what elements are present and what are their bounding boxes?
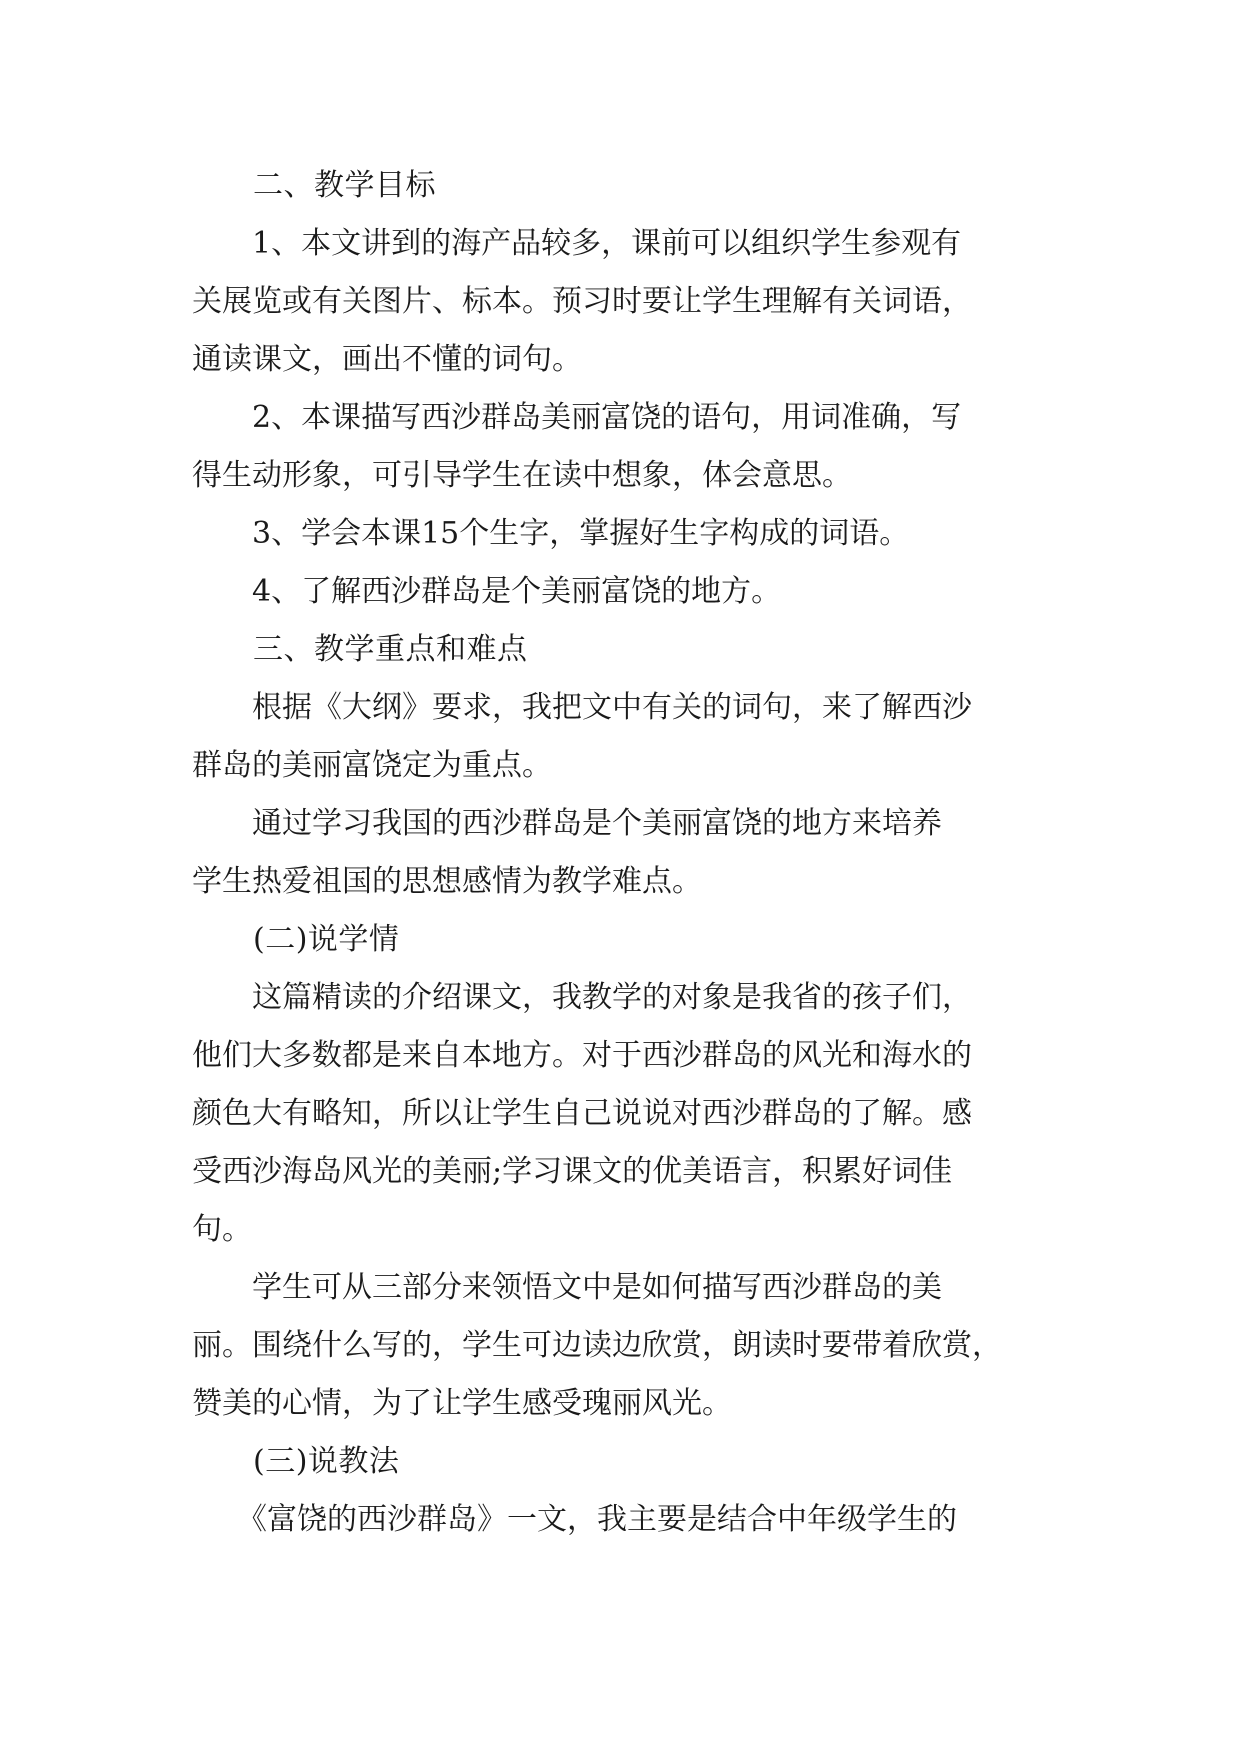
teaching-method-paragraph: 《富饶的西沙群岛》一文，我主要是结合中年级学生的 [192, 1502, 957, 1537]
key-point-paragraph: 根据《大纲》要求，我把文中有关的词句，来了解西沙 群岛的美丽富饶定为重点。 [192, 690, 972, 783]
goal-item-2: 2、本课描写西沙群岛美丽富饶的语句，用词准确，写 得生动形象，可引导学生在读中想象，体会意思。 [192, 400, 962, 493]
heading-teaching-method: (三)说教法 [192, 1444, 400, 1479]
heading-key-points: 三、教学重点和难点 [192, 632, 528, 667]
heading-teaching-goals: 二、教学目标 [192, 168, 436, 203]
heading-student-situation: (二)说学情 [192, 922, 400, 957]
goal-item-1: 1、本文讲到的海产品较多，课前可以组织学生参观有 关展览或有关图片、标本。预习时要让学生理解有关词语， 通读课文，画出不懂的词句。 [192, 226, 972, 377]
difficulty-paragraph: 通过学习我国的西沙群岛是个美丽富饶的地方来培养 学生热爱祖国的思想感情为教学难点。 [192, 806, 942, 899]
student-learning-paragraph: 学生可从三部分来领悟文中是如何描写西沙群岛的美 丽。围绕什么写的，学生可边读边欣赏，朗读时要带着欣赏， 赞美的心情，为了让学生感受瑰丽风光。 [192, 1270, 1002, 1421]
student-situation-paragraph: 这篇精读的介绍课文，我教学的对象是我省的孩子们， 他们大多数都是来自本地方。对于西沙群岛的风光和海水的 颜色大有略知，所以让学生自己说说对西沙群岛的了解。感 受西沙海岛风光的美丽;学习课文的优美语言，积累好词佳 句。 [192, 980, 972, 1247]
goal-item-4: 4、了解西沙群岛是个美丽富饶的地方。 [192, 574, 782, 609]
goal-item-3: 3、学会本课15个生字，掌握好生字构成的词语。 [192, 516, 910, 551]
